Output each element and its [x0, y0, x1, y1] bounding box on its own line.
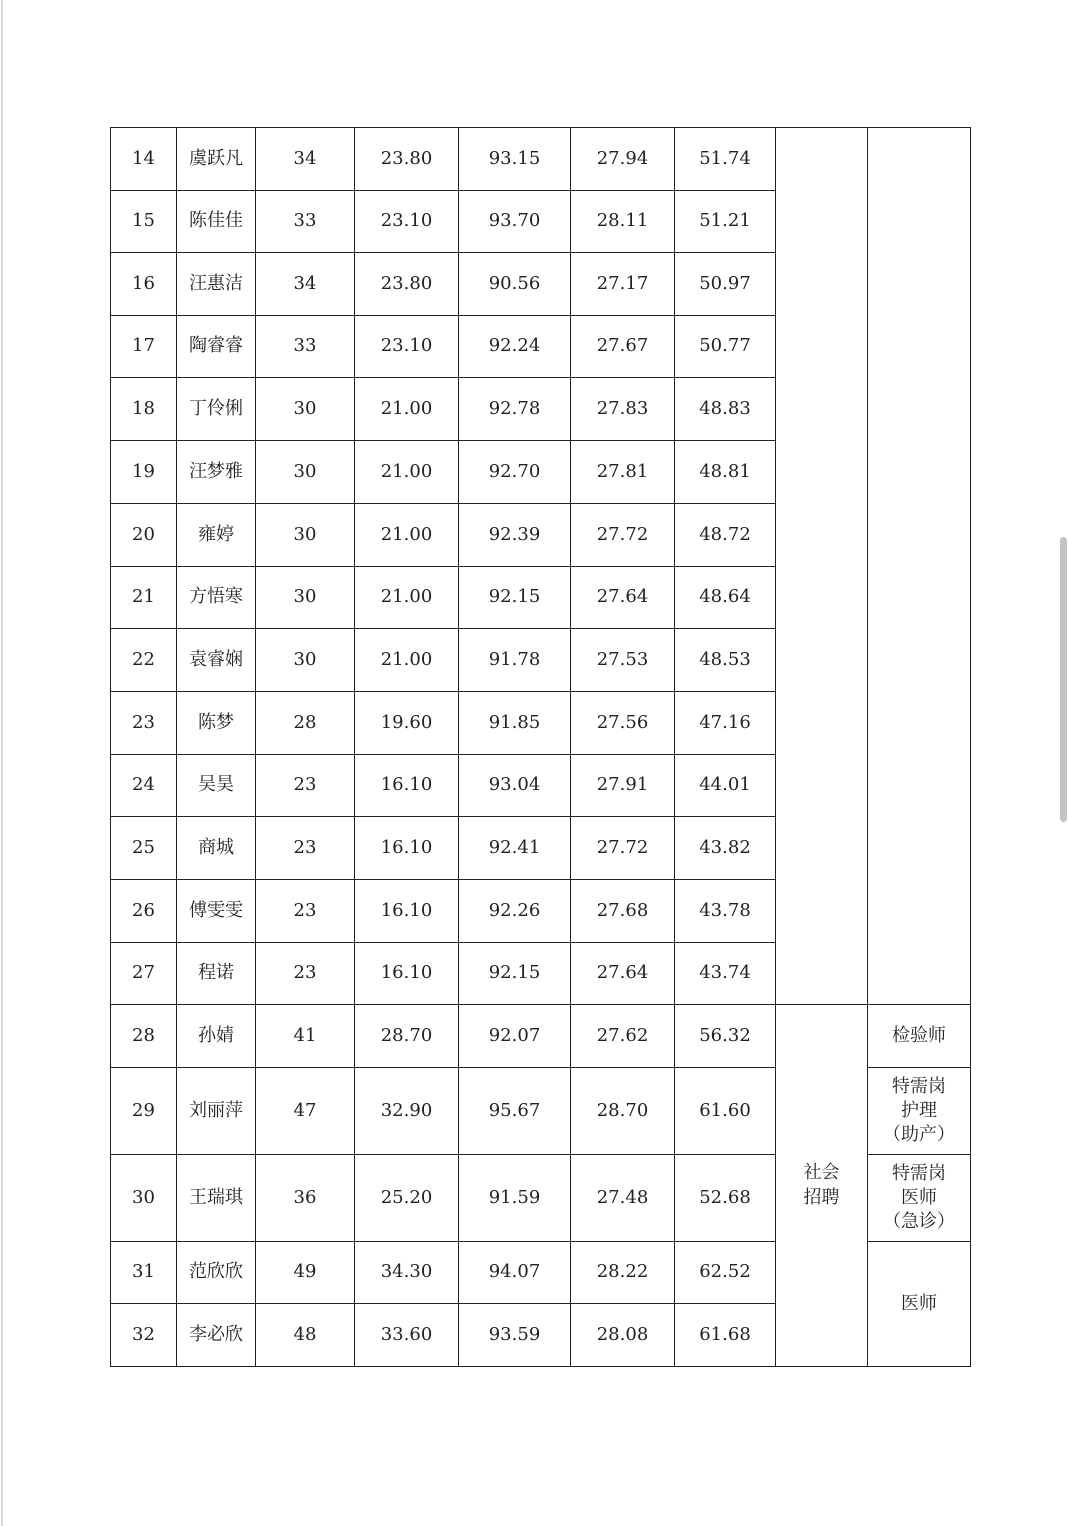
interview-score: 92.15	[459, 943, 571, 1005]
interview-score: 91.78	[459, 629, 571, 692]
row-number: 19	[111, 441, 177, 504]
written-weighted: 32.90	[355, 1068, 459, 1155]
row-number: 26	[111, 880, 177, 943]
candidate-name: 虞跃凡	[177, 128, 256, 191]
written-weighted: 16.10	[355, 817, 459, 880]
interview-score: 93.70	[459, 191, 571, 253]
table-row	[111, 128, 971, 191]
interview-weighted: 27.53	[571, 629, 675, 692]
interview-score: 91.85	[459, 692, 571, 755]
written-weighted: 34.30	[355, 1242, 459, 1304]
interview-weighted: 27.94	[571, 128, 675, 191]
written-weighted: 21.00	[355, 629, 459, 692]
written-score: 23	[256, 943, 355, 1005]
candidate-name: 陈佳佳	[177, 191, 256, 253]
written-score: 48	[256, 1304, 355, 1367]
interview-score: 92.78	[459, 378, 571, 441]
interview-score: 90.56	[459, 253, 571, 316]
candidate-name: 傅雯雯	[177, 880, 256, 943]
written-weighted: 25.20	[355, 1155, 459, 1242]
written-score: 30	[256, 378, 355, 441]
interview-weighted: 27.72	[571, 504, 675, 567]
interview-score: 93.04	[459, 755, 571, 817]
row-number: 17	[111, 316, 177, 378]
position-doctor-er	[868, 1155, 971, 1242]
position-line: 特需岗	[892, 1162, 946, 1184]
interview-weighted: 28.11	[571, 191, 675, 253]
written-weighted: 23.80	[355, 253, 459, 316]
interview-weighted: 27.17	[571, 253, 675, 316]
written-score: 33	[256, 316, 355, 378]
written-weighted: 28.70	[355, 1005, 459, 1068]
page-edge	[1, 0, 3, 1526]
interview-score: 94.07	[459, 1242, 571, 1304]
written-weighted: 16.10	[355, 943, 459, 1005]
interview-score: 91.59	[459, 1155, 571, 1242]
row-number: 27	[111, 943, 177, 1005]
row-number: 32	[111, 1304, 177, 1367]
recruit-category-cell	[776, 1005, 868, 1367]
row-number: 15	[111, 191, 177, 253]
total-score: 48.83	[675, 378, 776, 441]
total-score: 62.52	[675, 1242, 776, 1304]
row-number: 20	[111, 504, 177, 567]
written-score: 36	[256, 1155, 355, 1242]
interview-weighted: 27.72	[571, 817, 675, 880]
written-weighted: 33.60	[355, 1304, 459, 1367]
total-score: 52.68	[675, 1155, 776, 1242]
written-weighted: 23.10	[355, 316, 459, 378]
written-score: 49	[256, 1242, 355, 1304]
written-score: 34	[256, 253, 355, 316]
scrollbar-thumb[interactable]	[1060, 537, 1067, 822]
row-number: 29	[111, 1068, 177, 1155]
interview-weighted: 27.64	[571, 943, 675, 1005]
candidate-name: 丁伶俐	[177, 378, 256, 441]
row-number: 28	[111, 1005, 177, 1068]
position-line: （急诊）	[883, 1211, 955, 1233]
interview-score: 92.70	[459, 441, 571, 504]
position-line: 医师	[901, 1186, 937, 1208]
category-cell-empty	[776, 128, 868, 1005]
written-weighted: 21.00	[355, 378, 459, 441]
total-score: 50.77	[675, 316, 776, 378]
written-weighted: 23.10	[355, 191, 459, 253]
row-number: 22	[111, 629, 177, 692]
interview-weighted: 27.64	[571, 567, 675, 629]
written-score: 47	[256, 1068, 355, 1155]
interview-weighted: 27.67	[571, 316, 675, 378]
position-cell-empty	[868, 128, 971, 1005]
written-score: 34	[256, 128, 355, 191]
total-score: 51.21	[675, 191, 776, 253]
interview-weighted: 27.48	[571, 1155, 675, 1242]
candidate-name: 方悟寒	[177, 567, 256, 629]
interview-score: 92.41	[459, 817, 571, 880]
total-score: 56.32	[675, 1005, 776, 1068]
written-weighted: 16.10	[355, 755, 459, 817]
position-line: 护理	[901, 1099, 937, 1121]
position-line: （助产）	[883, 1124, 955, 1146]
total-score: 50.97	[675, 253, 776, 316]
table-row	[111, 1005, 971, 1068]
candidate-name: 范欣欣	[177, 1242, 256, 1304]
interview-weighted: 27.56	[571, 692, 675, 755]
written-score: 30	[256, 567, 355, 629]
candidate-name: 袁睿娴	[177, 629, 256, 692]
score-table	[110, 127, 971, 1367]
candidate-name: 汪梦雅	[177, 441, 256, 504]
written-score: 23	[256, 817, 355, 880]
total-score: 48.72	[675, 504, 776, 567]
written-weighted: 16.10	[355, 880, 459, 943]
interview-score: 92.15	[459, 567, 571, 629]
interview-score: 93.59	[459, 1304, 571, 1367]
row-number: 25	[111, 817, 177, 880]
total-score: 43.82	[675, 817, 776, 880]
interview-weighted: 28.70	[571, 1068, 675, 1155]
candidate-name: 程诺	[177, 943, 256, 1005]
total-score: 44.01	[675, 755, 776, 817]
written-score: 33	[256, 191, 355, 253]
candidate-name: 雍婷	[177, 504, 256, 567]
category-line: 招聘	[803, 1186, 840, 1208]
written-score: 23	[256, 880, 355, 943]
candidate-name: 商城	[177, 817, 256, 880]
row-number: 16	[111, 253, 177, 316]
written-score: 23	[256, 755, 355, 817]
row-number: 23	[111, 692, 177, 755]
total-score: 48.53	[675, 629, 776, 692]
total-score: 61.60	[675, 1068, 776, 1155]
written-weighted: 21.00	[355, 441, 459, 504]
total-score: 47.16	[675, 692, 776, 755]
interview-score: 93.15	[459, 128, 571, 191]
total-score: 43.74	[675, 943, 776, 1005]
written-score: 30	[256, 504, 355, 567]
interview-score: 95.67	[459, 1068, 571, 1155]
total-score: 51.74	[675, 128, 776, 191]
interview-weighted: 27.83	[571, 378, 675, 441]
interview-score: 92.07	[459, 1005, 571, 1068]
total-score: 43.78	[675, 880, 776, 943]
written-weighted: 21.00	[355, 567, 459, 629]
interview-weighted: 27.91	[571, 755, 675, 817]
scrollbar-track[interactable]	[1060, 0, 1068, 1526]
interview-weighted: 27.62	[571, 1005, 675, 1068]
candidate-name: 孙婧	[177, 1005, 256, 1068]
position-line: 特需岗	[892, 1075, 946, 1097]
written-score: 30	[256, 441, 355, 504]
written-score: 28	[256, 692, 355, 755]
row-number: 21	[111, 567, 177, 629]
total-score: 48.81	[675, 441, 776, 504]
interview-weighted: 27.81	[571, 441, 675, 504]
category-line: 社会	[803, 1162, 840, 1184]
candidate-name: 李必欣	[177, 1304, 256, 1367]
candidate-name: 陶睿睿	[177, 316, 256, 378]
interview-score: 92.24	[459, 316, 571, 378]
position-nursing	[868, 1068, 971, 1155]
interview-score: 92.39	[459, 504, 571, 567]
interview-score: 92.26	[459, 880, 571, 943]
position-lab: 检验师	[868, 1005, 971, 1068]
row-number: 24	[111, 755, 177, 817]
row-number: 31	[111, 1242, 177, 1304]
written-weighted: 21.00	[355, 504, 459, 567]
candidate-name: 汪惠洁	[177, 253, 256, 316]
candidate-name: 吴昊	[177, 755, 256, 817]
candidate-name: 陈梦	[177, 692, 256, 755]
interview-weighted: 28.22	[571, 1242, 675, 1304]
row-number: 14	[111, 128, 177, 191]
total-score: 61.68	[675, 1304, 776, 1367]
candidate-name: 刘丽萍	[177, 1068, 256, 1155]
position-doctor: 医师	[868, 1242, 971, 1367]
written-score: 30	[256, 629, 355, 692]
row-number: 30	[111, 1155, 177, 1242]
interview-weighted: 27.68	[571, 880, 675, 943]
written-weighted: 19.60	[355, 692, 459, 755]
written-score: 41	[256, 1005, 355, 1068]
written-weighted: 23.80	[355, 128, 459, 191]
row-number: 18	[111, 378, 177, 441]
candidate-name: 王瑞琪	[177, 1155, 256, 1242]
interview-weighted: 28.08	[571, 1304, 675, 1367]
total-score: 48.64	[675, 567, 776, 629]
